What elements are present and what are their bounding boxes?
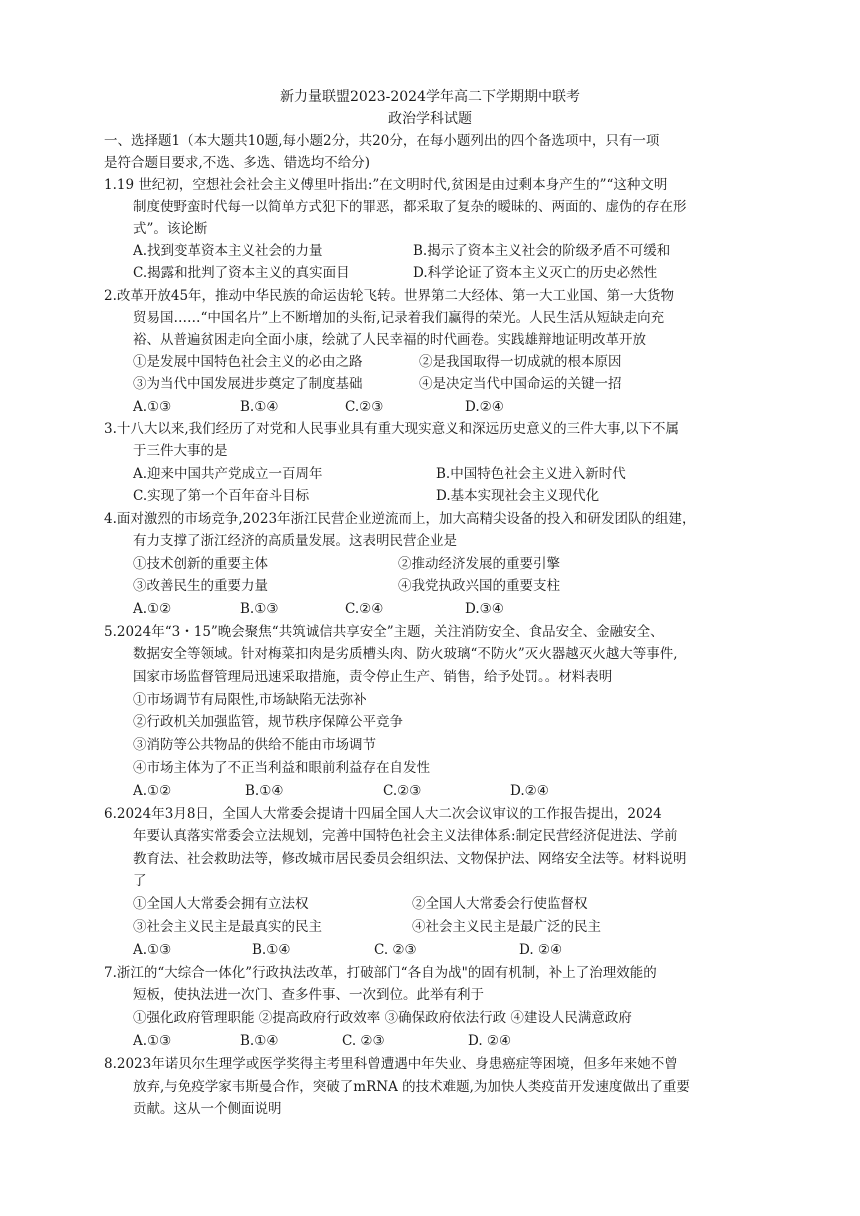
question-3-option-c: C.实现了第一个百年奋斗目标 bbox=[133, 488, 310, 504]
question-3-stem: 3.十八大以来,我们经历了对党和人民事业具有重大现实意义和深远历史意义的三件大事,以下不属 bbox=[104, 421, 679, 437]
question-5-option-a: A.①② bbox=[133, 783, 172, 799]
question-4-item-1: ①技术创新的重要主体 bbox=[133, 556, 268, 572]
question-7-stem: 7.浙江的“大综合一体化”行政执法改革，打破部门“各自为战"的固有机制，补上了治理效能的 bbox=[104, 965, 657, 981]
question-6-stem: 了 bbox=[133, 873, 147, 889]
question-6-stem: 年要认真落实常委会立法规划，完善中国特色社会主义法律体系:制定民营经济促进法、学前 bbox=[133, 828, 678, 844]
question-1-option-c: C.揭露和批判了资本主义的真实面目 bbox=[133, 265, 350, 281]
question-6-stem: 6.2024年3月8日，全国人大常委会提请十四届全国人大二次会议审议的工作报告提出，2024 bbox=[104, 806, 662, 822]
question-1-option-d: D.科学论证了资本主义灭亡的历史必然性 bbox=[413, 265, 658, 281]
question-6-item-2: ②全国人大常委会行使监督权 bbox=[412, 896, 588, 912]
question-5-item-2: ②行政机关加强监管，规节秩序保障公平竞争 bbox=[133, 714, 403, 730]
question-1-option-b: B.揭示了资本主义社会的阶级矛盾不可缓和 bbox=[413, 243, 671, 259]
exam-subtitle: 政治学科试题 bbox=[388, 111, 472, 127]
question-7-option-a: A.①③ bbox=[133, 1033, 172, 1049]
question-4-option-b: B.①③ bbox=[240, 601, 279, 617]
question-7-option-d: D. ②④ bbox=[468, 1033, 512, 1049]
question-2-option-b: B.①④ bbox=[240, 399, 279, 415]
exam-title: 新力量联盟2023-2024学年高二下学期期中联考 bbox=[280, 89, 580, 105]
question-3-option-d: D.基本实现社会主义现代化 bbox=[436, 488, 600, 504]
question-2-stem: 2.改革开放45年，推动中华民族的命运齿轮飞转。世界第二大经体、第一大工业国、第一大货物 bbox=[104, 288, 675, 304]
question-7-option-b: B.①④ bbox=[240, 1033, 279, 1049]
question-5-item-3: ③消防等公共物品的供给不能由市场调节 bbox=[133, 737, 376, 753]
question-4-option-a: A.①② bbox=[133, 601, 172, 617]
question-4-item-3: ③改善民生的重要力量 bbox=[133, 578, 268, 594]
section-instructions-line-1: 一、选择题1（本大题共10题,每小题2分，共20分，在每小题列出的四个备选项中，只有一项 bbox=[104, 133, 660, 149]
question-6-stem: 教育法、社会救助法等，修改城市居民委员会组织法、文物保护法、网络安全法等。材料说明 bbox=[133, 851, 687, 867]
question-1-stem: 式”。该论断 bbox=[133, 221, 208, 237]
question-5-stem: 国家市场监督管理局迅速采取措施，责令停止生产、销售，给予处罚。。材料表明 bbox=[133, 669, 613, 685]
question-5-option-b: B.①④ bbox=[245, 783, 284, 799]
question-5-item-4: ④市场主体为了不正当利益和眼前利益存在自发性 bbox=[133, 760, 430, 776]
question-3-stem: 于三件大事的是 bbox=[133, 443, 228, 459]
question-2-item-3: ③为当代中国发展进步奠定了制度基础 bbox=[133, 376, 363, 392]
question-2-item-4: ④是决定当代中国命运的关键一招 bbox=[419, 376, 622, 392]
question-2-option-c: C.②③ bbox=[345, 399, 384, 415]
question-4-stem: 4.面对激烈的市场竞争,2023年浙江民营企业逆流而上，加大高精尖设备的投入和研发团队的组建， bbox=[104, 511, 696, 527]
question-6-option-d: D. ②④ bbox=[519, 942, 563, 958]
question-3-option-b: B.中国特色社会主义进入新时代 bbox=[436, 466, 626, 482]
question-8-stem: 8.2023年诺贝尔生理学或医学奖得主考里科曾遭遇中年失业、身患癌症等困境，但多年来她不曾 bbox=[104, 1056, 678, 1072]
question-5-option-d: D.②④ bbox=[510, 783, 549, 799]
question-6-option-a: A.①③ bbox=[133, 942, 172, 958]
question-6-item-4: ④社会主义民主是最广泛的民主 bbox=[412, 919, 601, 935]
question-7-items: ①强化政府管理职能 ②提高政府行政效率 ③确保政府依法行政 ④建设人民满意政府 bbox=[133, 1010, 632, 1026]
question-1-option-a: A.找到变革资本主义社会的力量 bbox=[133, 243, 323, 259]
question-7-option-c: C. ②③ bbox=[342, 1033, 385, 1049]
question-5-item-1: ①市场调节有局限性,市场缺陷无法弥补 bbox=[133, 692, 367, 708]
question-8-stem: 放弃,与免疫学家韦斯曼合作，突破了mRNA 的技术难题,为加快人类疫苗开发速度做出了重要 bbox=[133, 1079, 690, 1095]
question-8-stem: 贡献。这从一个侧面说明 bbox=[133, 1101, 282, 1117]
question-5-stem: 数据安全等领域。针对梅菜扣肉是劣质槽头肉、防火玻璃“不防火”灭火器越灭火越大等事件, bbox=[133, 646, 678, 662]
question-2-stem: 贸易国……“中国名片”上不断增加的头衔,记录着我们赢得的荣光。人民生活从短缺走向充 bbox=[133, 310, 665, 326]
question-4-item-4: ④我党执政兴国的重要支柱 bbox=[398, 578, 560, 594]
question-5-stem: 5.2024年“3・15”晚会聚焦“共筑诚信共享安全”主题，关注消防安全、食品安全、金融安全、 bbox=[104, 624, 664, 640]
question-6-item-1: ①全国人大常委会拥有立法权 bbox=[133, 896, 309, 912]
question-3-option-a: A.迎来中国共产党成立一百周年 bbox=[133, 466, 323, 482]
question-4-item-2: ②推动经济发展的重要引擎 bbox=[398, 556, 560, 572]
question-6-item-3: ③社会主义民主是最真实的民主 bbox=[133, 919, 322, 935]
question-1-stem: 制度使野蛮时代每一以简单方式犯下的罪恶，都采取了复杂的暧昧的、两面的、虚伪的存在形 bbox=[133, 199, 687, 215]
question-6-option-b: B.①④ bbox=[252, 942, 291, 958]
question-2-option-d: D.②④ bbox=[465, 399, 504, 415]
question-2-item-1: ①是发展中国特色社会主义的必由之路 bbox=[133, 354, 363, 370]
section-instructions-line-2: 是符合题目要求,不选、多选、错选均不给分) bbox=[104, 155, 371, 171]
question-4-option-d: D.③④ bbox=[465, 601, 504, 617]
question-5-option-c: C.②③ bbox=[383, 783, 422, 799]
question-2-option-a: A.①③ bbox=[133, 399, 172, 415]
question-7-stem: 短板，使执法进一次门、查多件事、一次到位。此举有利于 bbox=[133, 987, 484, 1003]
question-6-option-c: C. ②③ bbox=[374, 942, 417, 958]
question-2-stem: 裕、从普遍贫困走向全面小康，绘就了人民幸福的时代画卷。实践雄辩地证明改革开放 bbox=[133, 332, 646, 348]
question-2-item-2: ②是我国取得一切成就的根本原因 bbox=[419, 354, 622, 370]
question-1-stem: 1.19 世纪初，空想社会社会主义傅里叶指出:”在文明时代,贫困是由过剩本身产生的”“这种文明 bbox=[104, 177, 668, 193]
question-4-stem: 有力支撑了浙江经济的高质量发展。这表明民营企业是 bbox=[133, 533, 457, 549]
question-4-option-c: C.②④ bbox=[345, 601, 384, 617]
